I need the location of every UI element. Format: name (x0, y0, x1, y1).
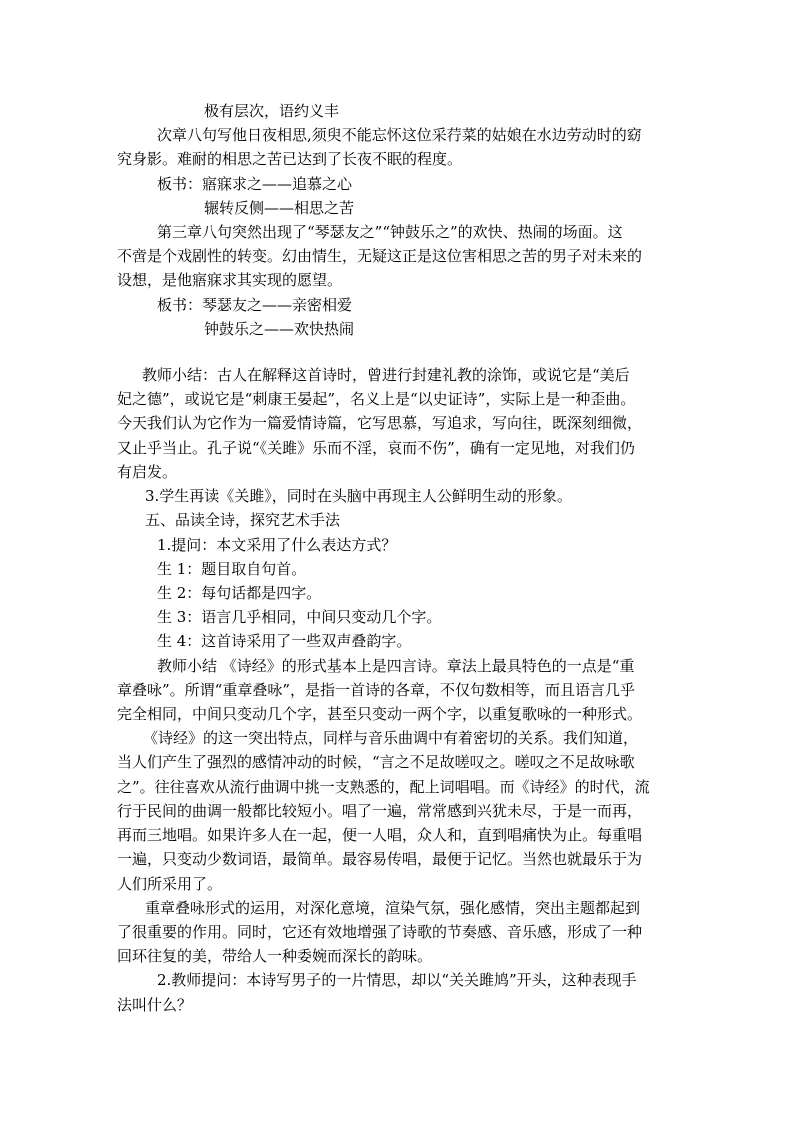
text-line: 人们所采用了。 (117, 875, 223, 893)
text-line: 《诗经》的这一突出特点，同样与音乐曲调中有着密切的关系。我们知道， (143, 729, 639, 747)
text-line: 板书：寤寐求之——追慕之心 (157, 175, 353, 193)
text-line: 辗转反侧——相思之苦 (204, 199, 355, 217)
text-line: 章叠咏”。所谓“重章叠咏”，是指一首诗的各章，不仅句数相等，而且语言几乎 (117, 681, 636, 699)
text-line: 回环往复的美，带给人一种委婉而深长的韵味。 (117, 947, 433, 965)
section-heading: 五、品读全诗，探究艺术手法 (145, 511, 341, 529)
text-line: 2.教师提问：本诗写男子的一片情思，却以“关关雎鸠”开头，这种表现手 (157, 971, 637, 989)
text-line: 之”。往往喜欢从流行曲调中挑一支熟悉的，配上词唱唱。而《诗经》的时代，流 (117, 778, 650, 796)
text-line: 第三章八句突然出现了“琴瑟友之”“钟鼓乐之”的欢快、热闹的场面。这 (157, 223, 623, 241)
text-line: 生 4：这首诗采用了一些双声叠韵字。 (157, 632, 412, 650)
text-line: 钟鼓乐之——欢快热闹 (204, 320, 355, 338)
text-line: 重章叠咏形式的运用，对深化意境，渲染气氛，强化感情，突出主题都起到 (145, 899, 641, 917)
text-line: 1.提问：本文采用了什么表达方式？ (157, 536, 397, 554)
text-line: 当人们产生了强烈的感情冲动的时候，“言之不足故嗟叹之。嗟叹之不足故咏歌 (117, 753, 635, 771)
text-line: 法叫什么？ (117, 996, 193, 1014)
text-line: 不啻是个戏剧性的转变。幻由情生，无疑这正是这位害相思之苦的男子对未来的 (117, 247, 643, 265)
text-line: 究身影。难耐的相思之苦已达到了长夜不眠的程度。 (117, 150, 463, 168)
text-line: 妃之德”，或说它是“刺康王晏起”，名义上是“以史证诗”，实际上是一种歪曲。 (117, 390, 636, 408)
text-line: 教师小结 《诗经》的形式基本上是四言诗。章法上最具特色的一点是“重 (157, 657, 635, 675)
text-line: 又止乎当止。孔子说“《关雎》乐而不淫，哀而不伤”，确有一定见地，对我们仍 (117, 439, 635, 457)
text-line: 一遍，只变动少数词语，最简单。最容易传唱，最便于记忆。当然也就最乐于为 (117, 850, 643, 868)
text-line: 行于民间的曲调一般都比较短小。唱了一遍，常常感到兴犹未尽，于是一而再， (117, 802, 643, 820)
text-line: 生 3：语言几乎相同，中间只变动几个字。 (157, 608, 442, 626)
text-line: 极有层次，语约义丰 (204, 102, 340, 120)
text-line: 教师小结：古人在解释这首诗时，曾进行封建礼教的涂饰，或说它是“美后 (142, 366, 630, 384)
text-line: 今天我们认为它作为一篇爱情诗篇，它写思慕，写追求，写向往，既深刻细微， (117, 414, 643, 432)
text-line: 生 1：题目取自句首。 (157, 560, 307, 578)
text-line: 完全相同，中间只变动几个字，甚至只变动一两个字，以重复歌咏的一种形式。 (117, 705, 643, 723)
text-line: 有启发。 (117, 463, 178, 481)
text-line: 设想，是他寤寐求其实现的愿望。 (117, 271, 343, 289)
text-line: 次章八句写他日夜相思,须臾不能忘怀这位采荇菜的姑娘在水边劳动时的窈 (157, 126, 642, 144)
text-line: 生 2：每句话都是四字。 (157, 584, 322, 602)
text-line: 再而三地唱。如果许多人在一起，便一人唱，众人和，直到唱痛快为止。每重唱 (117, 826, 643, 844)
text-line: 板书：琴瑟友之——亲密相爱 (157, 296, 353, 314)
text-line: 3.学生再读《关雎》，同时在头脑中再现主人公鲜明生动的形象。 (145, 487, 572, 505)
text-line: 了很重要的作用。同时，它还有效地增强了诗歌的节奏感、音乐感，形成了一种 (117, 923, 643, 941)
